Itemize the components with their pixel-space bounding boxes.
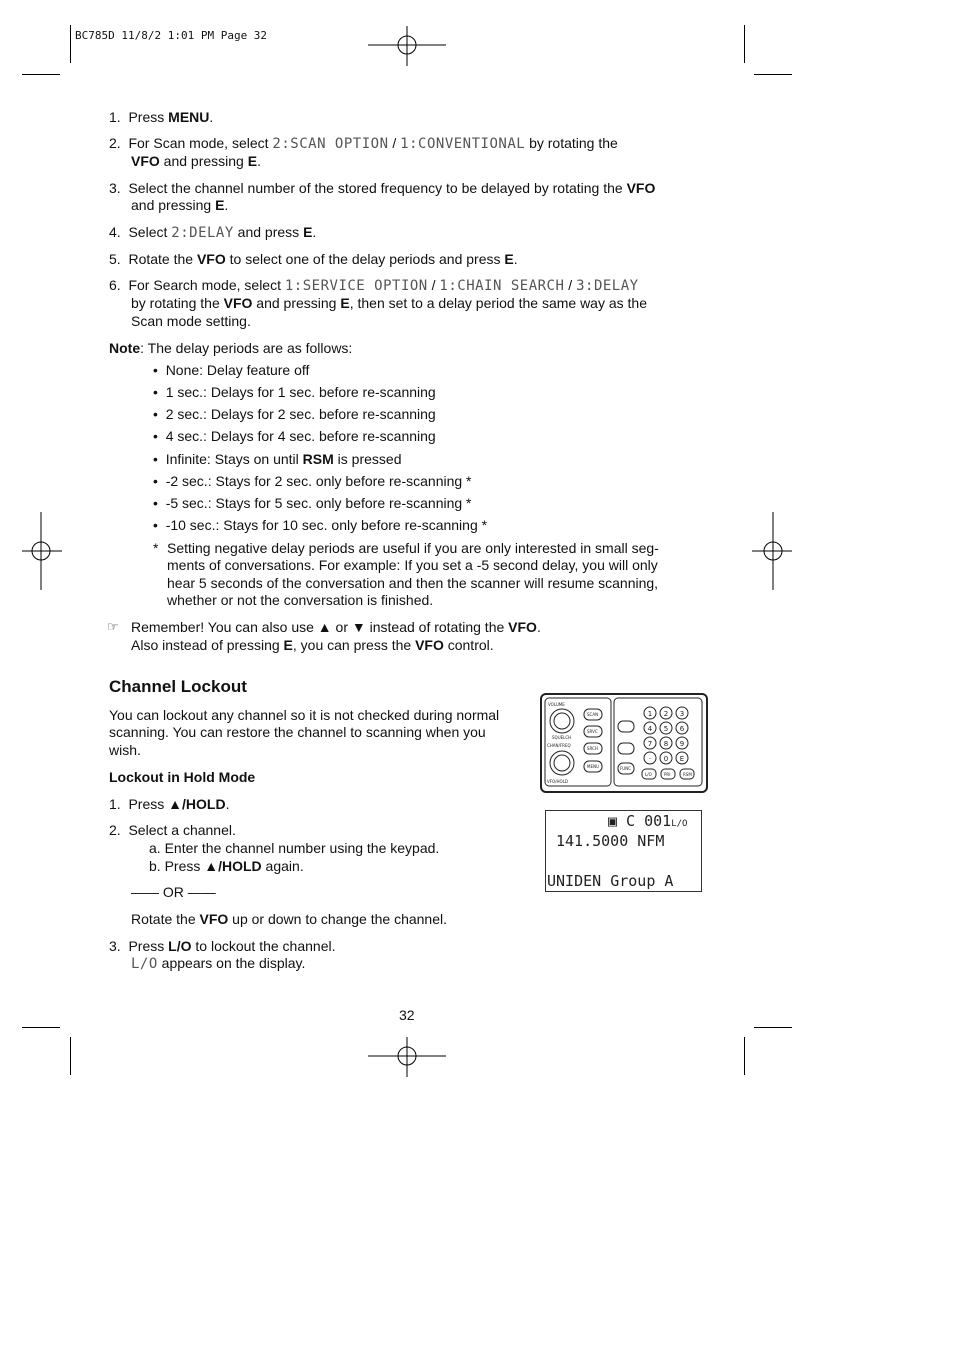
- radio-label: CHAN/FREQ: [547, 743, 571, 748]
- step-6-cont2: Scan mode setting.: [131, 313, 251, 329]
- section-para: wish.: [109, 742, 141, 758]
- lockout-step-2b: b. Press ▲/HOLD again.: [149, 858, 304, 874]
- crop-mark: [744, 25, 745, 63]
- radio-label: RSM: [683, 772, 692, 777]
- note-bullet: • -5 sec.: Stays for 5 sec. only before re-scanning *: [153, 495, 472, 511]
- crop-mark: [70, 1037, 71, 1075]
- note-intro: Note: The delay periods are as follows:: [109, 340, 353, 356]
- radio-label: VOLUME: [548, 702, 565, 707]
- step-4: 4. Select 2:DELAY and press E.: [109, 224, 317, 241]
- lockout-step-2a: a. Enter the channel number using the keypad.: [149, 840, 440, 856]
- key-label: 9: [679, 740, 685, 748]
- lockout-indicator: L/O: [671, 819, 688, 829]
- radio-label: SQUELCH: [552, 735, 572, 740]
- lcd-row-3: UNIDEN Group A: [547, 872, 674, 890]
- registration-mark-right: [752, 512, 792, 590]
- radio-label: SRCH: [587, 746, 598, 751]
- lcd-display: [545, 810, 702, 892]
- step-3: 3. Select the channel number of the stored frequency to be delayed by rotating the VFO: [109, 180, 656, 196]
- lockout-step-3: 3. Press L/O to lockout the channel.: [109, 938, 336, 954]
- crop-mark: [22, 74, 60, 75]
- page-number: 32: [399, 1007, 415, 1023]
- asterisk-line: ments of conversations. For example: If you set a -5 second delay, you will only: [167, 557, 658, 573]
- key-label: 3: [679, 710, 685, 718]
- step-6-cont: by rotating the VFO and pressing E, then set to a delay period the same way as the: [131, 295, 647, 311]
- key-label: E: [679, 755, 685, 763]
- asterisk-line: Setting negative delay periods are useful if you are only interested in small seg-: [167, 540, 659, 556]
- lcd-row-1: ▣ C 001L/O: [608, 812, 688, 830]
- section-para: You can lockout any channel so it is not checked during normal: [109, 707, 500, 723]
- or-divider: —— OR ——: [131, 884, 216, 900]
- subheading: Lockout in Hold Mode: [109, 769, 256, 785]
- step-6: 6. For Search mode, select 1:SERVICE OPTION / 1:CHAIN SEARCH / 3:DELAY: [109, 277, 639, 294]
- note-bullet: • 4 sec.: Delays for 4 sec. before re-scanning: [153, 428, 436, 444]
- step-2-cont: VFO and pressing E.: [131, 153, 261, 169]
- step-1: 1. Press MENU.: [109, 109, 214, 125]
- crop-mark: [70, 25, 71, 63]
- key-label: 6: [679, 725, 685, 733]
- key-label: ·: [648, 755, 652, 763]
- pointing-hand-icon: ☞: [107, 619, 119, 634]
- crop-mark: [22, 1027, 60, 1028]
- crop-mark: [744, 1037, 745, 1075]
- key-label: 1: [647, 710, 653, 718]
- scanner-drawing: [542, 695, 706, 791]
- note-bullet: • -2 sec.: Stays for 2 sec. only before re-scanning *: [153, 473, 472, 489]
- registration-mark-top: [368, 26, 446, 66]
- radio-label: SRVC: [587, 729, 598, 734]
- registration-mark-bottom: [368, 1037, 446, 1077]
- radio-label: FUNC: [620, 766, 632, 771]
- remember-line-1: Remember! You can also use ▲ or ▼ instead of rotating the VFO.: [131, 619, 541, 635]
- key-label: 0: [663, 755, 669, 763]
- radio-label: VFO/HOLD: [547, 779, 568, 784]
- registration-mark-left: [22, 512, 62, 590]
- lockout-step-2: 2. Select a channel.: [109, 822, 236, 838]
- note-bullet: • 2 sec.: Delays for 2 sec. before re-scanning: [153, 406, 436, 422]
- key-label: 2: [663, 710, 669, 718]
- step-3-cont: and pressing E.: [131, 197, 229, 213]
- note-bullet: • Infinite: Stays on until RSM is pressed: [153, 451, 402, 467]
- key-label: 7: [647, 740, 653, 748]
- step-5: 5. Rotate the VFO to select one of the delay periods and press E.: [109, 251, 518, 267]
- lockout-step-1: 1. Press ▲/HOLD.: [109, 796, 230, 812]
- crop-mark: [754, 1027, 792, 1028]
- lockout-step-3-cont: L/O appears on the display.: [131, 955, 306, 972]
- remember-line-2: Also instead of pressing E, you can press the VFO control.: [131, 637, 494, 653]
- radio-label: PRI: [664, 772, 671, 777]
- scanner-illustration: [540, 693, 708, 793]
- asterisk-line: whether or not the conversation is finished.: [167, 592, 434, 608]
- note-bullet: • None: Delay feature off: [153, 362, 310, 378]
- asterisk: *: [153, 540, 159, 556]
- radio-label: MENU: [587, 764, 599, 769]
- key-label: 8: [663, 740, 669, 748]
- rotate-line: Rotate the VFO up or down to change the channel.: [131, 911, 447, 927]
- section-heading: Channel Lockout: [109, 677, 247, 696]
- print-stamp: BC785D 11/8/2 1:01 PM Page 32: [75, 29, 268, 42]
- key-label: 5: [663, 725, 669, 733]
- radio-label: SCAN: [587, 712, 599, 717]
- section-para: scanning. You can restore the channel to scanning when you: [109, 724, 486, 740]
- radio-label: L/O: [645, 772, 652, 777]
- step-2: 2. For Scan mode, select 2:SCAN OPTION / 1:CONVENTIONAL by rotating the: [109, 135, 618, 152]
- note-bullet: • 1 sec.: Delays for 1 sec. before re-scanning: [153, 384, 436, 400]
- crop-mark: [754, 74, 792, 75]
- asterisk-line: hear 5 seconds of the conversation and then the scanner will resume scanning,: [167, 575, 659, 591]
- lcd-row-2: 141.5000 NFM: [556, 832, 665, 850]
- key-label: 4: [647, 725, 653, 733]
- note-bullet: • -10 sec.: Stays for 10 sec. only before re-scanning *: [153, 517, 488, 533]
